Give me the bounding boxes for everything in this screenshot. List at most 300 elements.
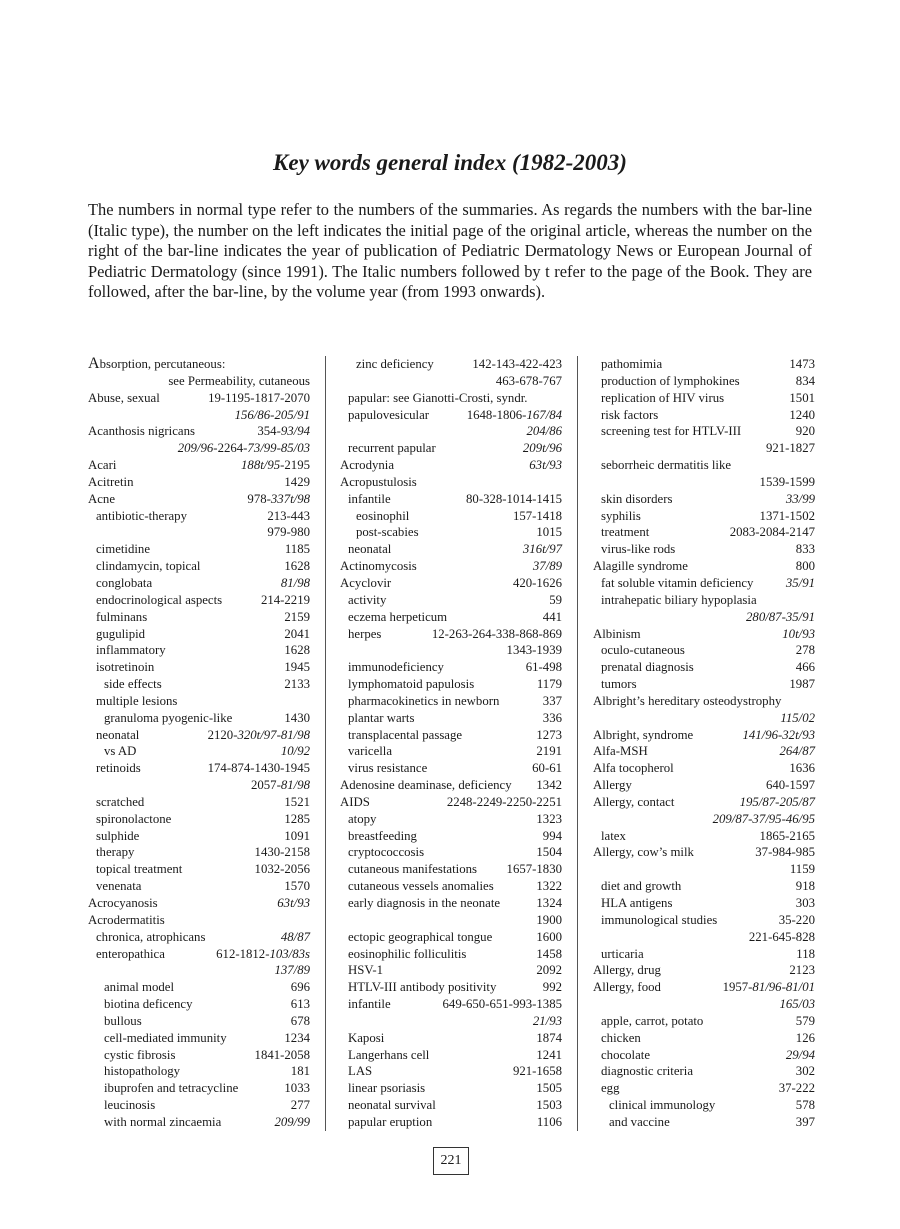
index-term: intrahepatic biliary hypoplasia (601, 592, 757, 607)
index-subentry (88, 609, 310, 626)
index-term: chicken (601, 1030, 641, 1045)
index-term: eosinophilic folliculitis (348, 946, 467, 961)
index-entry (88, 474, 310, 491)
page-title: Key words general index (1982-2003) (273, 150, 627, 175)
index-entry-continuation: 209/87-37/95-46/95 (712, 811, 815, 826)
index-term: varicella (348, 744, 393, 759)
index-entry-continuation: 21/93 (532, 1013, 562, 1028)
index-entry (340, 457, 562, 474)
index-term: scratched (96, 794, 145, 809)
index-references: 920 (795, 424, 815, 439)
index-column-2 (340, 356, 562, 1131)
index-term: papular eruption (348, 1114, 433, 1129)
index-subentry (593, 592, 815, 609)
index-entry (340, 777, 562, 794)
index-references: 60-61 (532, 761, 562, 776)
index-subentry (593, 508, 815, 525)
index-entry (593, 962, 815, 979)
index-references: 578 (795, 1098, 815, 1113)
index-subentry (88, 1080, 310, 1097)
index-subentry (593, 491, 815, 508)
index-references: 579 (795, 1013, 815, 1028)
index-references: 174-874-1430-1945 (207, 761, 310, 776)
index-term: AIDS (340, 794, 370, 809)
index-term: neonatal survival (348, 1098, 436, 1113)
index-references: 277 (290, 1098, 310, 1113)
index-entry-continuation: 1539-1599 (759, 474, 815, 489)
index-term: tumors (601, 677, 637, 692)
index-entry (593, 558, 815, 575)
index-term: early diagnosis in the neonate (348, 896, 501, 910)
index-references: 2159 (284, 609, 310, 624)
index-references: 213-443 (267, 508, 310, 523)
index-subentry (340, 878, 562, 895)
index-references: 1628 (284, 643, 310, 658)
index-term: eczema herpeticum (348, 609, 448, 624)
index-subentry (88, 710, 310, 727)
index-references: 678 (290, 1013, 310, 1028)
index-references: 649-650-651-993-1385 (442, 997, 562, 1012)
index-references: 37-222 (778, 1081, 815, 1096)
index-references: 35/91 (785, 575, 815, 590)
index-references: 1458 (536, 946, 562, 961)
index-term: therapy (96, 845, 135, 860)
index-references: 118 (796, 946, 815, 961)
index-references: 1865-2165 (759, 828, 815, 843)
index-references: 1342 (536, 778, 562, 793)
index-references: 1473 (789, 357, 815, 371)
index-references: 278 (795, 643, 815, 658)
index-references: 696 (290, 980, 310, 995)
index-references: 10t/93 (782, 626, 815, 641)
index-term: HSV-1 (348, 963, 384, 978)
index-term: Adenosine deaminase, deficiency (340, 778, 512, 793)
index-entry (593, 626, 815, 643)
index-entry (593, 777, 815, 794)
index-term: infantile (348, 997, 391, 1012)
index-entry (593, 844, 815, 861)
index-subentry (88, 878, 310, 895)
index-term: cryptococcosis (348, 845, 425, 860)
index-subentry (340, 1030, 562, 1047)
index-references: 918 (795, 879, 815, 894)
index-term: zinc deficiency (356, 357, 434, 371)
index-term: Acanthosis nigricans (88, 424, 195, 439)
index-references: 1091 (284, 828, 310, 843)
index-subentry (88, 929, 310, 946)
index-term: inflammatory (96, 643, 166, 658)
index-term: neonatal (348, 542, 392, 557)
index-subentry (340, 390, 562, 407)
index-references: 1429 (284, 474, 310, 489)
index-column-3 (593, 356, 815, 1131)
index-references: 188t/95-2195 (241, 458, 310, 473)
index-subentry (340, 844, 562, 861)
index-references: 1241 (536, 1047, 562, 1062)
index-references: 1957-81/96-81/01 (722, 980, 815, 995)
index-term: pathomimia (601, 357, 663, 371)
index-subentry (593, 1063, 815, 1080)
index-entry (340, 474, 562, 491)
index-subentry (593, 373, 815, 390)
index-subentry (593, 524, 815, 541)
index-term: antibiotic-therapy (96, 508, 187, 523)
index-subentry (340, 693, 562, 710)
index-references: 1324 (536, 896, 562, 910)
index-term: Langerhans cell (348, 1047, 430, 1062)
index-references: 1106 (536, 1114, 562, 1129)
index-entry-continuation: 115/02 (780, 710, 815, 725)
index-subentry (340, 727, 562, 744)
index-term: clindamycin, topical (96, 559, 201, 574)
index-subentry (340, 541, 562, 558)
index-term: Allergy, cow’s milk (593, 845, 694, 860)
index-term: HLA antigens (601, 896, 673, 910)
index-references: 1015 (536, 525, 562, 540)
index-references: 141/96-32t/93 (742, 727, 815, 742)
index-subentry (593, 1030, 815, 1047)
index-entry-continuation: 209/96-2264-73/99-85/03 (177, 441, 310, 456)
index-entry-continuation: see Permeability, cutaneous (168, 373, 310, 388)
index-term: breastfeeding (348, 828, 417, 843)
index-term: screening test for HTLV-III (601, 424, 742, 439)
index-term: multiple lesions (96, 693, 178, 708)
index-subentry (340, 760, 562, 777)
index-subentry (340, 996, 562, 1013)
index-subentry (340, 1097, 562, 1114)
index-references: 354-93/94 (257, 424, 310, 439)
index-subentry (88, 508, 310, 525)
index-subentry (88, 659, 310, 676)
index-term: Alfa tocopherol (593, 761, 674, 776)
index-column-1 (88, 356, 310, 1131)
index-term: risk factors (601, 407, 659, 422)
index-term: neonatal (96, 727, 140, 742)
index-term: HTLV-III antibody positivity (348, 980, 497, 995)
index-subentry (88, 760, 310, 777)
index-term: atopy (348, 811, 377, 826)
index-term: Allergy (593, 778, 632, 793)
index-subentry (593, 676, 815, 693)
index-references: 1234 (284, 1030, 310, 1045)
index-subentry (340, 1047, 562, 1064)
index-term: papular: see Gianotti-Crosti, syndr. (348, 390, 528, 405)
index-references: 336 (542, 710, 562, 725)
index-subentry (88, 1030, 310, 1047)
index-term: papulovesicular (348, 407, 430, 422)
index-term: diagnostic criteria (601, 1064, 694, 1079)
index-references: 35-220 (778, 912, 815, 927)
index-subentry (593, 407, 815, 424)
index-term: granuloma pyogenic-like (104, 710, 233, 725)
index-term: Kaposi (348, 1030, 385, 1045)
index-term: Absorption, percutaneous: (88, 355, 226, 372)
index-subentry (340, 356, 562, 373)
index-term: ectopic geographical tongue (348, 929, 493, 944)
page-number: 221 (433, 1147, 469, 1175)
index-references: 2248-2249-2250-2251 (446, 794, 562, 809)
index-entry-continuation: 156/86-205/91 (234, 407, 310, 422)
index-subentry (593, 946, 815, 963)
index-entry (340, 558, 562, 575)
index-subentry (88, 861, 310, 878)
index-references: 640-1597 (765, 778, 815, 793)
index-references: 209/99 (274, 1114, 310, 1129)
index-entry (593, 979, 815, 996)
index-subentry (88, 693, 310, 710)
index-term: isotretinoin (96, 660, 155, 675)
index-term: gugulipid (96, 626, 146, 641)
index-term: Allergy, food (593, 980, 661, 995)
index-term: lymphomatoid papulosis (348, 677, 475, 692)
index-entry (88, 457, 310, 474)
index-term: syphilis (601, 508, 641, 523)
index-references: 2133 (284, 677, 310, 692)
index-subentry (88, 575, 310, 592)
index-references: 1570 (284, 879, 310, 894)
index-references: 1273 (536, 727, 562, 742)
index-references: 59 (549, 592, 562, 607)
index-term: Albright, syndrome (593, 727, 694, 742)
index-subentry (88, 558, 310, 575)
index-term: plantar warts (348, 710, 415, 725)
index-subentry (593, 1013, 815, 1030)
index-references: 420-1626 (512, 575, 562, 590)
index-term: recurrent papular (348, 441, 436, 456)
index-references: 33/99 (785, 491, 815, 506)
index-subentry (340, 609, 562, 626)
index-subentry (340, 828, 562, 845)
index-term: Acropustulosis (340, 474, 417, 489)
index-references: 2120-320t/97-81/98 (207, 727, 310, 742)
index-subentry (88, 1063, 310, 1080)
index-term: treatment (601, 525, 650, 540)
index-references: 1841-2058 (254, 1047, 310, 1062)
index-term: side effects (104, 677, 162, 692)
index-entry (88, 390, 310, 407)
index-term: histopathology (104, 1064, 181, 1079)
index-term: leucinosis (104, 1098, 156, 1113)
index-subentry (88, 794, 310, 811)
index-references: 1285 (284, 811, 310, 826)
index-references: 1504 (536, 845, 562, 860)
index-term: cimetidine (96, 542, 151, 557)
index-subentry (88, 1114, 310, 1131)
index-term: Acrocyanosis (88, 896, 158, 910)
index-references: 1600 (536, 929, 562, 944)
index-references: 303 (795, 896, 815, 910)
index-term: Acari (88, 458, 117, 473)
index-entry-continuation: 1343-1939 (506, 643, 562, 658)
index-subentry (340, 676, 562, 693)
index-term: linear psoriasis (348, 1081, 426, 1096)
index-term: endocrinological aspects (96, 592, 223, 607)
index-subentry (88, 979, 310, 996)
index-term: chocolate (601, 1047, 651, 1062)
index-entry (88, 491, 310, 508)
index-subentry (88, 1013, 310, 1030)
index-subentry (88, 541, 310, 558)
index-references: 19-1195-1817-2070 (208, 390, 310, 405)
index-subentry (593, 895, 815, 912)
index-term: cell-mediated immunity (104, 1030, 227, 1045)
index-subentry (340, 1063, 562, 1080)
index-references: 978-337t/98 (247, 491, 310, 506)
index-term: cutaneous manifestations (348, 862, 477, 877)
index-entry (593, 727, 815, 744)
index-term: Actinomycosis (340, 559, 417, 574)
index-term: Albinism (593, 626, 641, 641)
index-references: 337 (542, 693, 562, 708)
index-references: 181 (290, 1064, 310, 1079)
index-entry-continuation: 921-1827 (765, 441, 815, 456)
index-references: 2083-2084-2147 (729, 525, 815, 540)
index-subentry (593, 390, 815, 407)
index-references: 1628 (284, 559, 310, 574)
index-references: 834 (795, 373, 815, 388)
index-references: 466 (795, 660, 815, 675)
index-subentry (88, 1097, 310, 1114)
index-term: spironolactone (96, 811, 172, 826)
index-subentry (88, 811, 310, 828)
index-references: 81/98 (280, 575, 310, 590)
index-references: 10/92 (280, 744, 310, 759)
index-references: 1521 (284, 794, 310, 809)
index-term: diet and growth (601, 879, 682, 894)
index-subentry (593, 912, 815, 929)
index-entry-continuation: 979-980 (267, 525, 310, 540)
index-references: 441 (542, 609, 562, 624)
index-subentry (340, 979, 562, 996)
index-term: post-scabies (356, 525, 419, 540)
index-term: with normal zincaemia (104, 1114, 222, 1129)
index-references: 833 (795, 542, 815, 557)
index-term: fulminans (96, 609, 148, 624)
index-term: animal model (104, 980, 175, 995)
index-subentry (593, 878, 815, 895)
index-entry (593, 760, 815, 777)
index-term: bullous (104, 1013, 142, 1028)
index-subentry (88, 946, 310, 963)
index-references: 195/87-205/87 (739, 794, 815, 809)
index-term: Acyclovir (340, 575, 392, 590)
index-term: clinical immunology (609, 1098, 716, 1113)
index-subentry (593, 541, 815, 558)
index-term: virus-like rods (601, 542, 676, 557)
index-term: cutaneous vessels anomalies (348, 879, 494, 894)
intro-paragraph: The numbers in normal type refer to the numbers of the summaries. As regards the numbers with the bar-line (Italic type), the number on the left indicates the initial page of the original article, whereas the number on the right of the bar-line indicates the year of publication of Pediatric Dermatology News or European Journal of Pediatric Dermatology (since 1991). The Italic numbers followed by t refer to the page of the Book. They are followed, after the bar-line, by the volume year (from 1993 onwards). (88, 200, 812, 302)
index-term: fat soluble vitamin deficiency (601, 575, 754, 590)
column-divider (577, 356, 578, 1131)
index-subentry (340, 1080, 562, 1097)
index-term: Allergy, drug (593, 963, 661, 978)
index-references: 1240 (789, 407, 815, 422)
index-references: 126 (795, 1030, 815, 1045)
index-subentry (340, 743, 562, 760)
index-references: 1032-2056 (254, 862, 310, 877)
index-term: Alagille syndrome (593, 559, 688, 574)
index-references: 37-984-985 (755, 845, 815, 860)
index-subentry (593, 642, 815, 659)
index-term: Alfa-MSH (593, 744, 648, 759)
index-term: egg (601, 1081, 620, 1096)
index-references: 1874 (536, 1030, 562, 1045)
index-references: 1648-1806-167/84 (466, 407, 562, 422)
index-subentry (340, 491, 562, 508)
index-term: Acrodynia (340, 458, 395, 473)
index-subentry (593, 423, 815, 440)
index-subentry (88, 626, 310, 643)
index-references: 214-2219 (260, 592, 310, 607)
index-references: 1505 (536, 1081, 562, 1096)
index-subentry (593, 575, 815, 592)
index-references: 1323 (536, 811, 562, 826)
index-term: urticaria (601, 946, 644, 961)
index-references: 48/87 (280, 929, 310, 944)
index-subentry (340, 1114, 562, 1131)
index-term: production of lymphokines (601, 373, 740, 388)
index-term: venenata (96, 879, 142, 894)
index-entry (593, 743, 815, 760)
index-term: skin disorders (601, 491, 673, 506)
index-term: immunological studies (601, 912, 718, 927)
index-term: Allergy, contact (593, 794, 675, 809)
index-term: chronica, atrophicans (96, 929, 206, 944)
index-term: eosinophil (356, 508, 410, 523)
index-term: Acitretin (88, 474, 134, 489)
index-references: 2191 (536, 744, 562, 759)
index-term: seborrheic dermatitis like (601, 458, 732, 473)
index-subentry (340, 895, 562, 912)
index-term: immunodeficiency (348, 660, 444, 675)
index-subentry (593, 356, 815, 373)
index-subentry (88, 642, 310, 659)
index-term: apple, carrot, potato (601, 1013, 704, 1028)
index-term: Albright’s hereditary osteodystrophy (593, 693, 782, 708)
index-term: topical treatment (96, 862, 183, 877)
index-subentry (88, 743, 310, 760)
index-references: 2092 (536, 963, 562, 978)
index-entry-continuation: 463-678-767 (495, 373, 562, 388)
index-references: 63t/93 (277, 896, 310, 910)
index-subentry (340, 659, 562, 676)
index-entry-continuation: 137/89 (274, 963, 310, 978)
index-references: 1179 (536, 677, 562, 692)
index-references: 921-1658 (512, 1064, 562, 1079)
index-subentry (88, 996, 310, 1013)
index-term: and vaccine (609, 1114, 670, 1129)
index-references: 612-1812-103/83s (216, 946, 310, 961)
index-entry (88, 423, 310, 440)
index-subentry (340, 929, 562, 946)
index-references: 302 (795, 1064, 815, 1079)
index-entry-continuation: 2057-81/98 (250, 778, 310, 793)
index-entry (593, 693, 815, 710)
index-references: 12-263-264-338-868-869 (431, 626, 562, 641)
index-references: 1501 (789, 390, 815, 405)
index-entry (88, 895, 310, 912)
index-references: 157-1418 (512, 508, 562, 523)
index-subentry (340, 861, 562, 878)
index-references: 29/94 (785, 1047, 815, 1062)
index-references: 1185 (284, 542, 310, 557)
index-term: Acrodermatitis (88, 912, 165, 927)
index-references: 316t/97 (522, 542, 562, 557)
index-references: 1945 (284, 660, 310, 675)
column-divider (325, 356, 326, 1131)
index-term: prenatal diagnosis (601, 660, 694, 675)
index-references: 142-143-422-423 (472, 357, 562, 371)
